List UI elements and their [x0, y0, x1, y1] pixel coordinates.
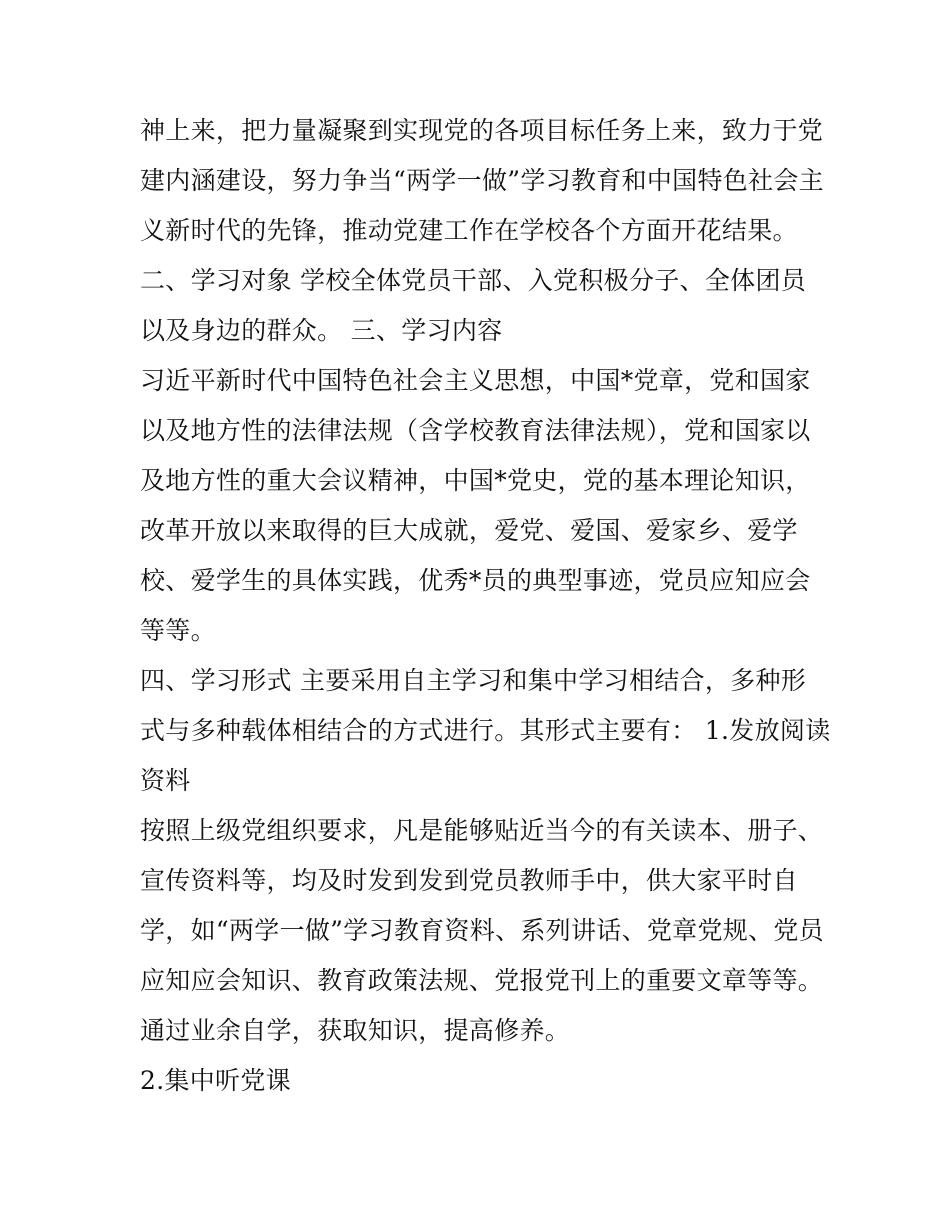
- body-line: 等等。: [140, 616, 216, 645]
- body-line: 宣传资料等，均及时发到发到党员教师手中，供大家平时自: [140, 866, 798, 895]
- body-line: 学，如“两学一做”学习教育资料、系列讲话、党章党规、党员: [140, 916, 824, 945]
- body-line: 资料: [140, 766, 191, 795]
- document-body: [140, 106, 831, 1106]
- body-line: 式与多种载体相结合的方式进行。其形式主要有： 1.发放阅读: [140, 716, 831, 745]
- subheading-line: 2.集中听党课: [140, 1066, 291, 1095]
- body-line: 及地方性的重大会议精神，中国*党史，党的基本理论知识，: [140, 466, 811, 495]
- body-line: 按照上级党组织要求，凡是能够贴近当今的有关读本、册子、: [140, 816, 824, 845]
- section-heading-line: 以及身边的群众。 三、学习内容: [140, 316, 503, 345]
- body-line: 应知应会知识、教育政策法规、党报党刊上的重要文章等等。: [140, 966, 824, 995]
- body-line: 通过业余自学，获取知识，提高修养。: [140, 1016, 571, 1045]
- body-line: 习近平新时代中国特色社会主义思想，中国*党章，党和国家: [140, 366, 811, 395]
- body-line: 义新时代的先锋，推动党建工作在学校各个方面开花结果。: [140, 216, 798, 245]
- body-line: 神上来，把力量凝聚到实现党的各项目标任务上来，致力于党: [140, 116, 824, 145]
- section-heading-line: 二、学习对象 学校全体党员干部、入党积极分子、全体团员: [140, 266, 807, 295]
- body-line: 改革开放以来取得的巨大成就，爱党、爱国、爱家乡、爱学: [140, 516, 798, 545]
- body-line: 以及地方性的法律法规（含学校教育法律法规），党和国家以: [140, 416, 811, 445]
- body-line: 校、爱学生的具体实践，优秀*员的典型事迹，党员应知应会: [140, 566, 811, 595]
- section-heading-line: 四、学习形式 主要采用自主学习和集中学习相结合，多种形: [140, 666, 807, 695]
- body-line: 建内涵建设，努力争当“两学一做”学习教育和中国特色社会主: [140, 166, 824, 195]
